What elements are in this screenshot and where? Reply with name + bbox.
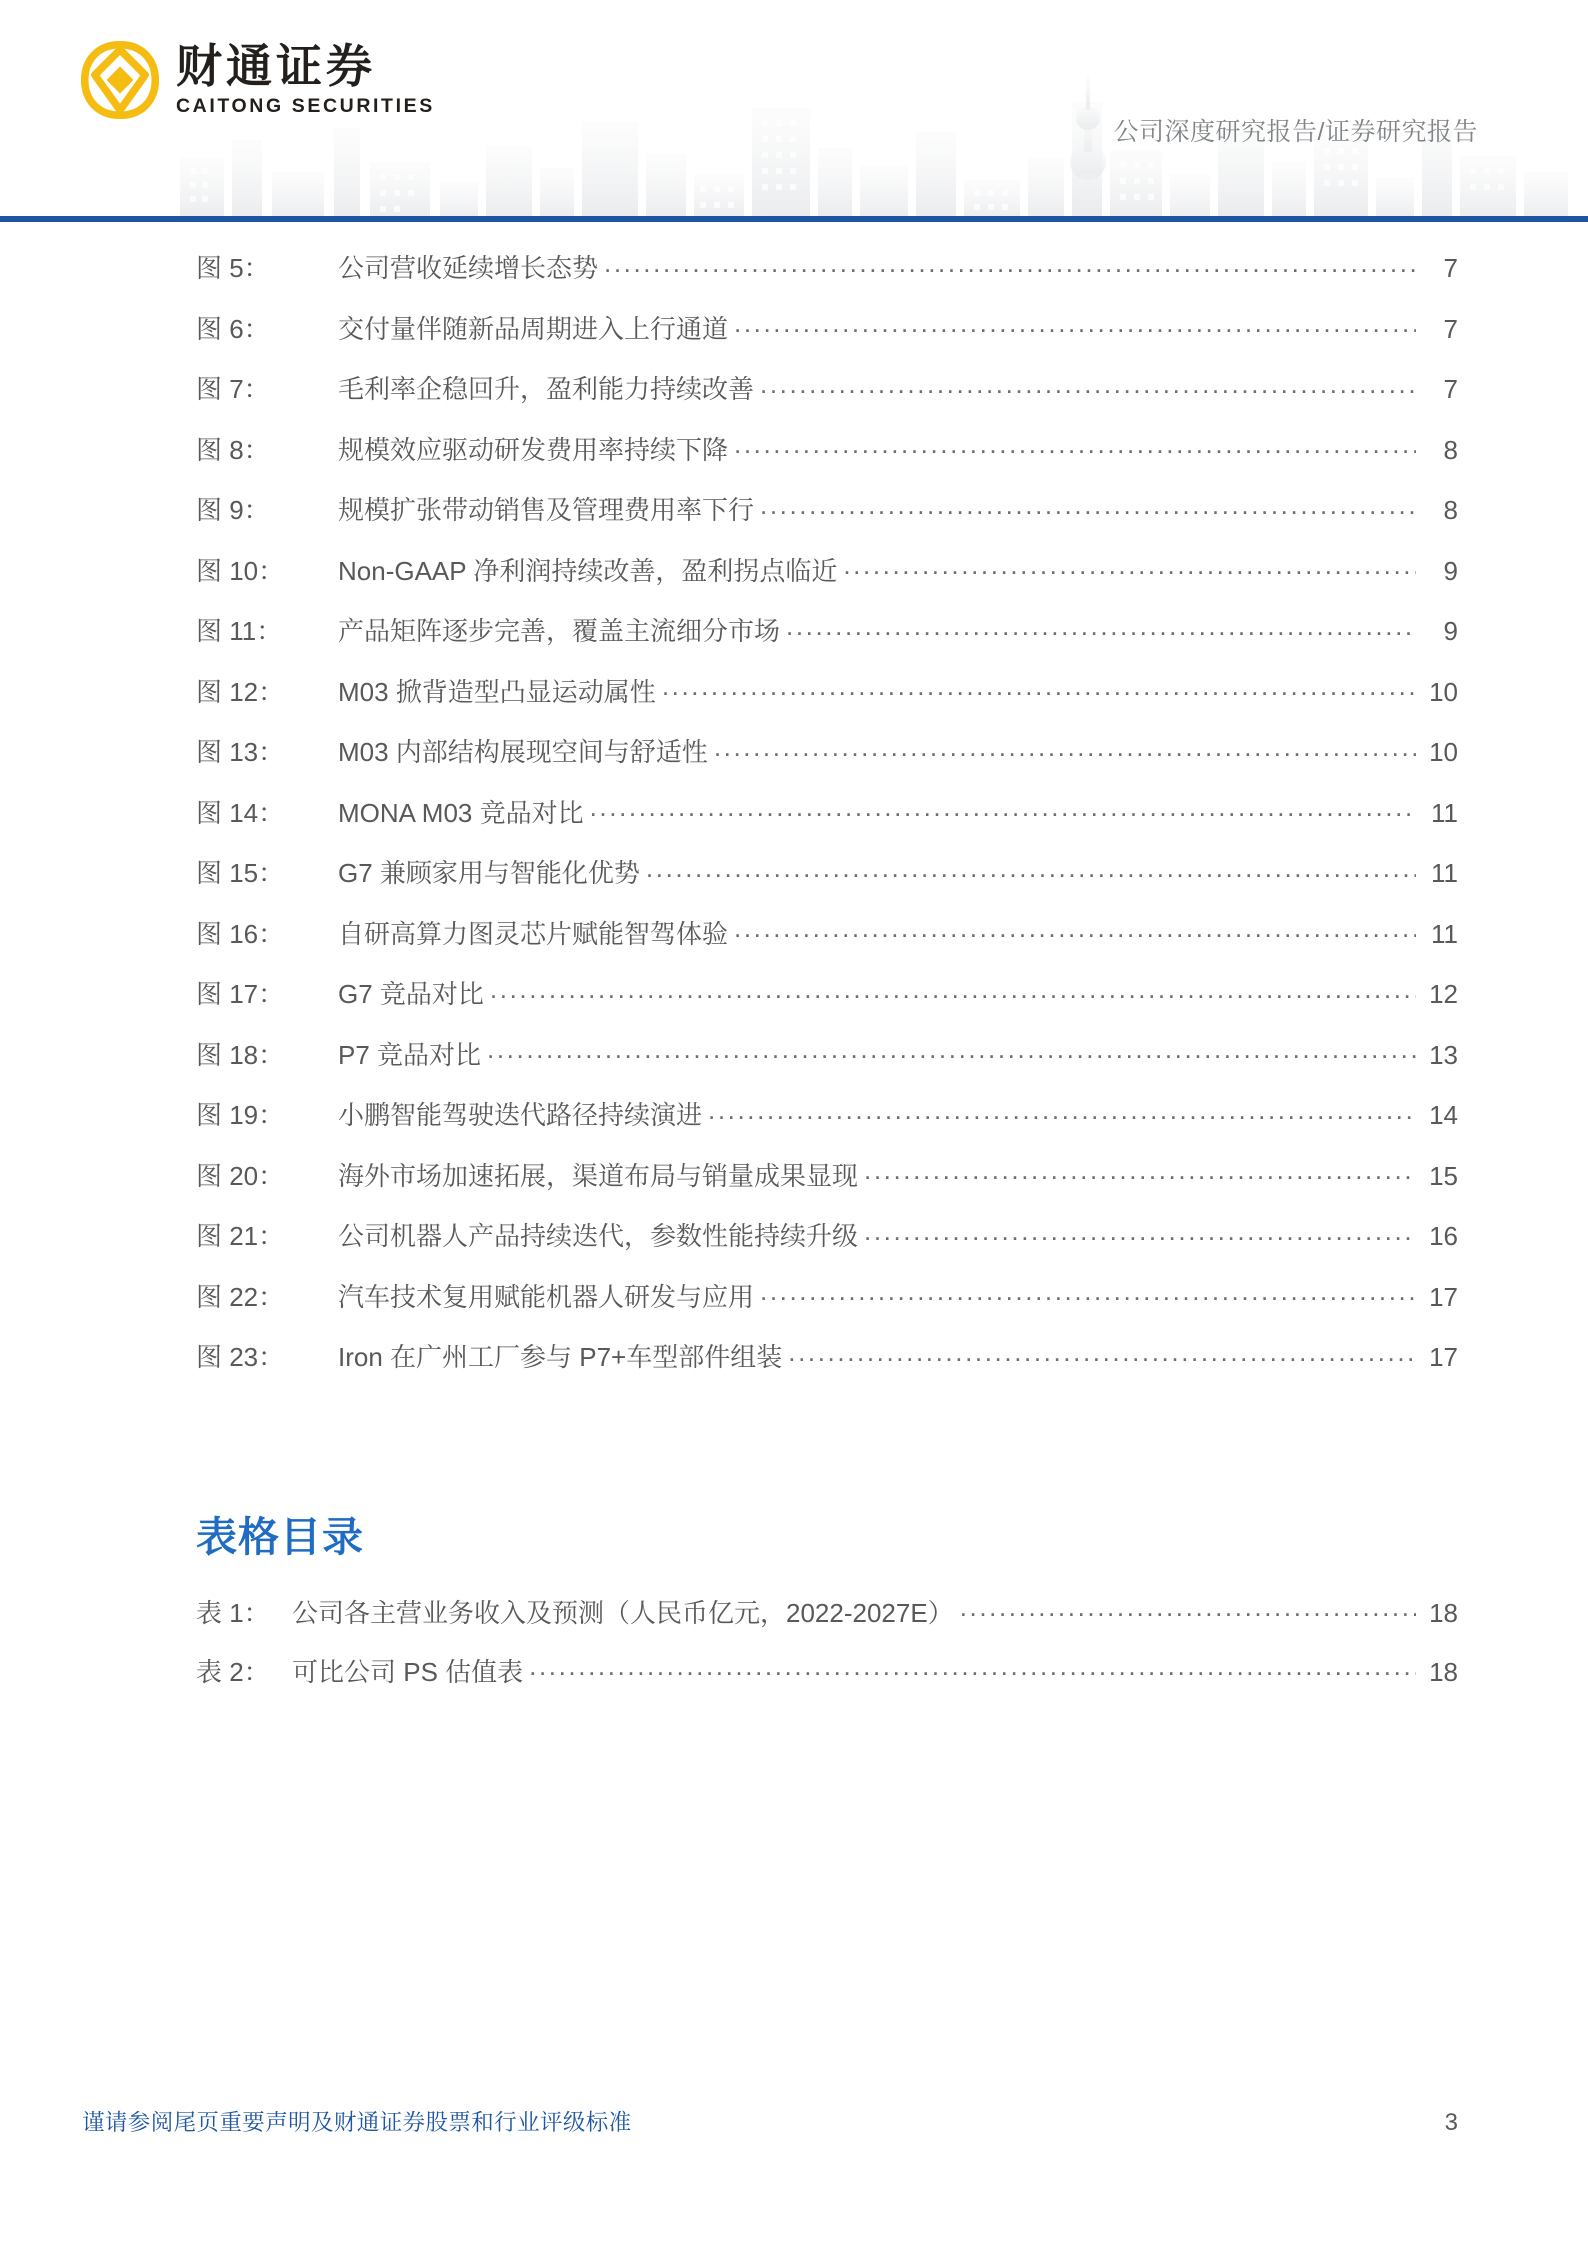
table-toc-entry[interactable] [196, 1593, 1458, 1652]
figure-toc-label: 图 5： [196, 253, 270, 283]
figure-toc-page-number: 16 [1429, 1221, 1458, 1251]
figure-toc-page-number: 11 [1431, 918, 1458, 949]
figure-toc-entry[interactable] [196, 1337, 1458, 1398]
figure-toc-page-number: 15 [1429, 1160, 1458, 1191]
toc-leader-dots [760, 372, 1416, 398]
figure-toc-title: 规模扩张带动销售及管理费用率下行 [338, 495, 755, 525]
figure-toc-label: 图 14： [196, 797, 285, 828]
figure-toc-page-number: 7 [1443, 253, 1458, 283]
figure-toc-label: 图 18： [196, 1039, 285, 1070]
figure-toc-label: 图 23： [196, 1342, 285, 1372]
toc-leader-dots [714, 735, 1416, 761]
toc-leader-dots [529, 1655, 1416, 1681]
figure-toc-label: 图 21： [196, 1221, 285, 1251]
figure-toc-page-number: 10 [1429, 676, 1458, 707]
figure-toc-title: G7 兼顾家用与智能化优势 [338, 858, 640, 888]
toc-leader-dots [487, 1038, 1416, 1064]
toc-leader-dots [734, 917, 1416, 943]
figure-toc-title: 公司营收延续增长态势 [338, 253, 599, 283]
figure-toc-title: MONA M03 竞品对比 [338, 797, 584, 828]
footer-disclaimer: 谨请参阅尾页重要声明及财通证券股票和行业评级标准 [82, 2110, 632, 2135]
figure-toc-title: 交付量伴随新品周期进入上行通道 [338, 313, 729, 344]
figure-toc-label: 图 15： [196, 858, 285, 888]
report-type-label: 公司深度研究报告/证券研究报告 [1113, 118, 1478, 146]
figure-toc-title: Iron 在广州工厂参与 P7+车型部件组装 [338, 1342, 783, 1372]
figure-toc-page-number: 9 [1443, 555, 1458, 586]
figure-toc-label: 图 22： [196, 1281, 285, 1312]
figure-toc-title: 毛利率企稳回升，盈利能力持续改善 [338, 374, 755, 404]
figure-toc-title: 海外市场加速拓展，渠道布局与销量成果显现 [338, 1160, 859, 1191]
figure-toc-label: 图 6： [196, 313, 270, 344]
figure-toc-entry[interactable] [196, 793, 1458, 854]
figure-toc-title: Non-GAAP 净利润持续改善，盈利拐点临近 [338, 555, 838, 586]
figure-toc-entry[interactable] [196, 248, 1458, 309]
figure-toc-page-number: 14 [1429, 1100, 1458, 1130]
table-toc-page-number: 18 [1429, 1656, 1458, 1687]
figure-toc-entry[interactable] [196, 672, 1458, 733]
toc-leader-dots [490, 977, 1416, 1003]
toc-leader-dots [864, 1159, 1416, 1185]
toc-leader-dots [646, 856, 1416, 882]
figure-toc-title: 小鹏智能驾驶迭代路径持续演进 [338, 1100, 703, 1130]
footer-page-number: 3 [1444, 2109, 1458, 2136]
figure-toc-title: P7 竞品对比 [338, 1039, 482, 1070]
figure-toc-label: 图 19： [196, 1100, 285, 1130]
logo-text-cn: 财通证券 [176, 38, 376, 93]
table-toc-heading: 表格目录 [196, 1512, 364, 1561]
table-toc-title: 公司各主营业务收入及预测（人民币亿元，2022-2027E） [292, 1597, 954, 1628]
figure-toc-label: 图 20： [196, 1160, 285, 1191]
toc-leader-dots [786, 614, 1416, 640]
toc-leader-dots [708, 1098, 1416, 1124]
figure-toc-page-number: 8 [1443, 434, 1458, 465]
figure-toc-label: 图 7： [196, 374, 270, 404]
table-toc-label: 表 2： [196, 1656, 270, 1687]
figure-toc-label: 图 8： [196, 434, 270, 465]
figure-toc-title: 自研高算力图灵芯片赋能智驾体验 [338, 918, 729, 949]
table-toc-title: 可比公司 PS 估值表 [292, 1656, 524, 1687]
figure-toc-entry[interactable] [196, 914, 1458, 975]
figure-toc-title: 汽车技术复用赋能机器人研发与应用 [338, 1281, 755, 1312]
figure-toc-label: 图 13： [196, 737, 285, 767]
toc-leader-dots [843, 554, 1416, 580]
table-toc-list [0, 1593, 1588, 1711]
toc-leader-dots [662, 675, 1416, 701]
figure-toc-label: 图 12： [196, 676, 285, 707]
figure-toc-label: 图 9： [196, 495, 270, 525]
figure-toc-list [0, 248, 1588, 1398]
page-header [0, 0, 1588, 222]
figure-toc-title: M03 掀背造型凸显运动属性 [338, 676, 656, 707]
figure-toc-page-number: 11 [1431, 858, 1458, 888]
toc-leader-dots [760, 1280, 1416, 1306]
figure-toc-title: G7 竞品对比 [338, 979, 484, 1009]
figure-toc-page-number: 17 [1429, 1281, 1458, 1312]
figure-toc-entry[interactable] [196, 1156, 1458, 1217]
figure-toc-title: 产品矩阵逐步完善，覆盖主流细分市场 [338, 616, 781, 646]
toc-leader-dots [864, 1219, 1416, 1245]
figure-toc-title: 规模效应驱动研发费用率持续下降 [338, 434, 729, 465]
toc-leader-dots [760, 493, 1416, 519]
figure-toc-label: 图 16： [196, 918, 285, 949]
figure-toc-page-number: 13 [1429, 1039, 1458, 1070]
figure-toc-title: 公司机器人产品持续迭代，参数性能持续升级 [338, 1221, 859, 1251]
figure-toc-label: 图 11： [196, 616, 283, 646]
figure-toc-entry[interactable] [196, 1277, 1458, 1338]
toc-leader-dots [788, 1340, 1416, 1366]
brand-logo [78, 38, 435, 122]
page-footer [0, 2105, 1588, 2137]
figure-toc-page-number: 12 [1429, 979, 1458, 1009]
figure-toc-title: M03 内部结构展现空间与舒适性 [338, 737, 708, 767]
toc-leader-dots [960, 1596, 1416, 1622]
figure-toc-label: 图 17： [196, 979, 285, 1009]
figure-toc-entry[interactable] [196, 611, 1458, 672]
figure-toc-entry[interactable] [196, 732, 1458, 793]
figure-toc-entry[interactable] [196, 1035, 1458, 1096]
figure-toc-entry[interactable] [196, 1095, 1458, 1156]
figure-toc-entry[interactable] [196, 309, 1458, 370]
toc-leader-dots [590, 796, 1416, 822]
figure-toc-entry[interactable] [196, 853, 1458, 914]
figure-toc-entry[interactable] [196, 369, 1458, 430]
toc-leader-dots [734, 433, 1416, 459]
figure-toc-entry[interactable] [196, 974, 1458, 1035]
figure-toc-entry[interactable] [196, 490, 1458, 551]
figure-toc-page-number: 11 [1431, 797, 1458, 828]
figure-toc-entry[interactable] [196, 551, 1458, 612]
toc-leader-dots [734, 312, 1416, 338]
figure-toc-page-number: 10 [1429, 737, 1458, 767]
figure-toc-label: 图 10： [196, 555, 285, 586]
logo-text-en: CAITONG SECURITIES [176, 95, 435, 118]
table-toc-entry[interactable] [196, 1652, 1458, 1711]
figure-toc-page-number: 7 [1443, 374, 1458, 404]
table-toc-page-number: 18 [1429, 1597, 1458, 1628]
table-toc-label: 表 1： [196, 1597, 270, 1628]
figure-toc-page-number: 17 [1429, 1342, 1458, 1372]
figure-toc-entry[interactable] [196, 1216, 1458, 1277]
figure-toc-page-number: 9 [1443, 616, 1458, 646]
figure-toc-entry[interactable] [196, 430, 1458, 491]
figure-toc-page-number: 8 [1443, 495, 1458, 525]
caitong-logo-icon [78, 38, 162, 122]
page-content [0, 222, 1588, 1711]
figure-toc-page-number: 7 [1443, 313, 1458, 344]
toc-leader-dots [604, 251, 1416, 277]
